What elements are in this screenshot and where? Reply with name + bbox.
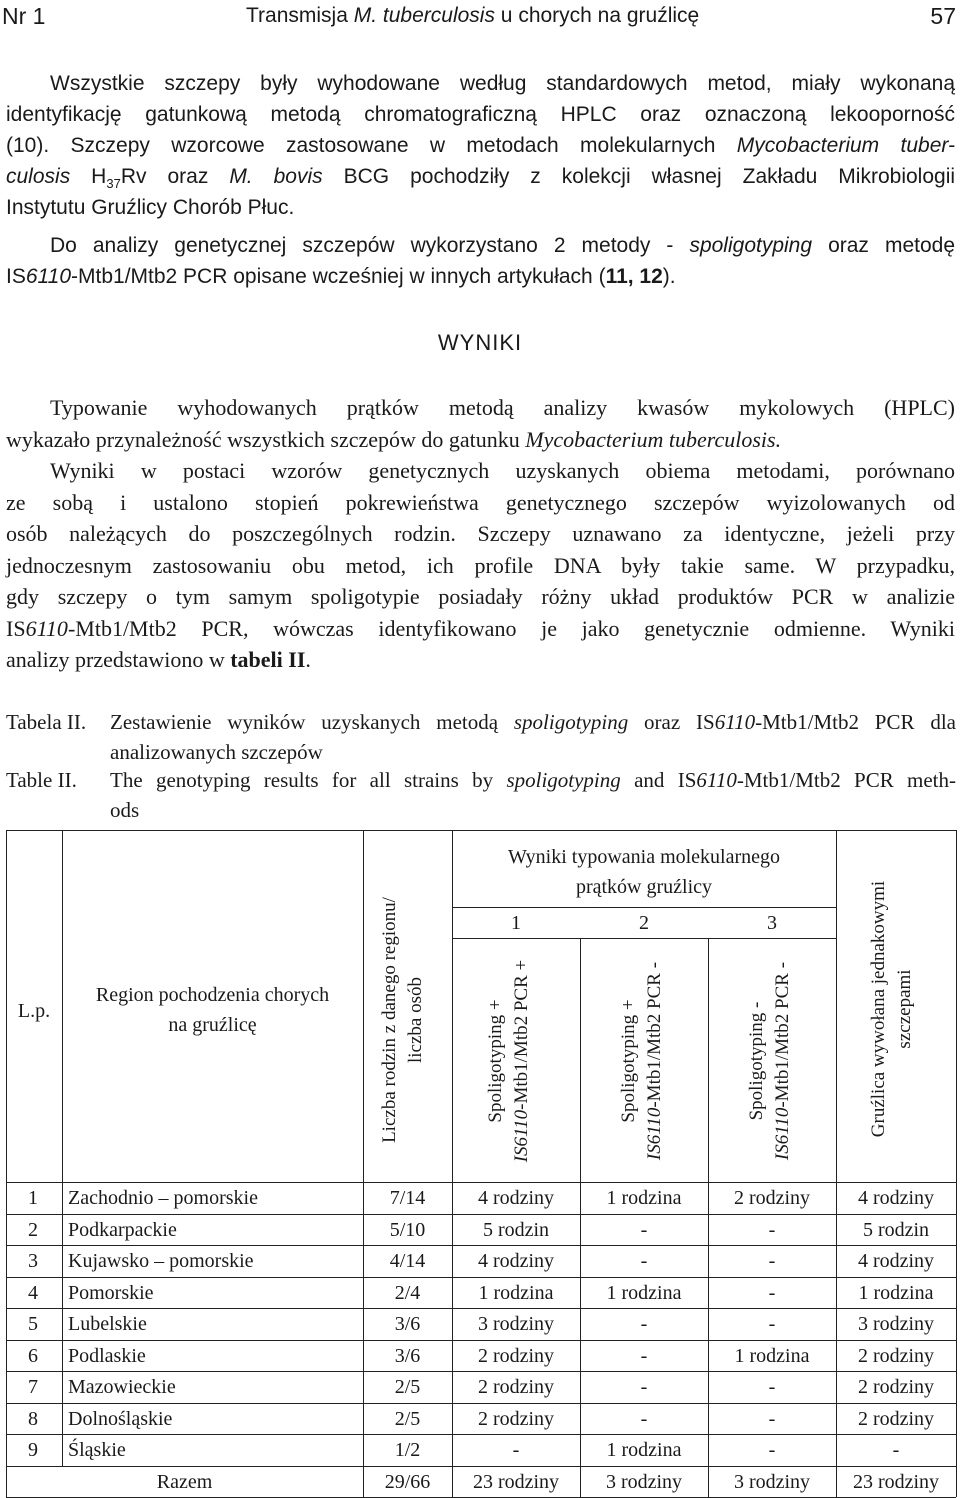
results-paragraph: Typowanie wyhodowanych prątków metodą analizy kwasów mykolowych (HPLC) wykazało przynależność wszystkich szczepów do gatunku Mycobacterium tuberculosis. [6,395,955,452]
cell-families: 4/14 [389,1250,426,1272]
cell-method-3: - [768,1218,776,1241]
cell-method-2: - [640,1376,648,1398]
header-lp: L.p. [17,1000,51,1022]
cell-same-strains: 1 rodzina [858,1281,934,1304]
cell-region: Kujawsko – pomorskie [68,1250,254,1272]
cell-method-3: 1 rodzina [734,1344,810,1367]
cell-method-2: - [640,1407,648,1430]
header-results: Wyniki typowania molekularnego prątków gruźlicy [507,846,781,898]
header-region: Region pochodzenia chorych na gruźlicę [95,984,330,1036]
cell-lp: 8 [28,1407,38,1430]
cell-same-strains: 2 rodziny [857,1376,935,1398]
cell-lp: 6 [28,1344,38,1367]
cell-same-strains: 3 rodziny [857,1313,935,1335]
cell-families: 3/6 [394,1344,421,1367]
header-col3: 3 [767,912,777,934]
cell-families: 3/6 [394,1313,421,1335]
methods-paragraph: Wszystkie szczepy były wyhodowane według standardowych metod, miały wykonaną identyfikację gatunkową metodą chromatograficzną HPLC oraz oznaczoną lekooporność (10). Szczepy wzorcowe zastosowane w metodach molekularnych Mycobacterium tuber- culosis $H_{37}Rv$ oraz M. bovis BCG pochodziły z kolekcji własnej Zakładu Mikrobiologii Instytutu Gruźlicy Chorób Płuc. [6,72,956,219]
cell-same-strains: 5 rodzin [862,1218,930,1241]
cell-method-2: - [640,1313,648,1335]
cell-method-2: - [640,1344,648,1367]
cell-families: 29/66 [384,1470,431,1493]
cell-method-1: - [512,1439,520,1461]
cell-method-3: - [768,1281,776,1304]
total-label: Razem [156,1470,213,1493]
header-col1: 1 [511,912,521,934]
cell-families: 2/5 [394,1407,421,1430]
results-paragraph-2: Wyniki w postaci wzorów genetycznych uzyskanych obiema metodami, porównano ze sobą i ustalono stopień pokrewieństwa genetycznego szczepów wyizolowanych od osób należących do poszczególnych rodzin. Szczepy uznawano za identyczne, jeżeli przy jednoczesnym zastosowaniu obu metod, ich profile DNA były takie same. W przypadku, gdy szczepy o tym samym spoligotypie posiadały różny układ produktów PCR w analizie IS6110-Mtb1/Mtb2 PCR, wówczas identyfikowano je jako genetycznie odmienne. Wyniki analizy przedstawiono w tabeli II. [6,458,955,672]
table-caption-en: The genotyping results for all strains by spoligotyping and IS6110-Mtb1/Mtb2 PCR meth- ods [110,768,956,822]
table-caption-label-en: Table II. [6,768,77,792]
cell-families: 2/4 [394,1281,421,1304]
cell-region: Lubelskie [68,1313,147,1335]
cell-method-1: 4 rodziny [477,1187,555,1209]
cell-method-3: - [768,1439,776,1461]
cell-region: Dolnośląskie [68,1407,173,1430]
header-method-1: Spoligotyping + IS6110-Mtb1/Mtb2 PCR + [485,959,532,1163]
cell-lp: 5 [28,1313,38,1335]
cell-lp: 1 [28,1187,38,1209]
cell-method-3: 2 rodziny [733,1187,811,1209]
page-number: 57 [930,3,956,29]
cell-method-2: 1 rodzina [606,1439,682,1461]
cell-method-2: 3 rodziny [605,1470,683,1493]
cell-method-2: 1 rodzina [606,1281,682,1304]
issue-number: Nr 1 [2,3,46,29]
cell-lp: 4 [28,1281,38,1304]
cell-same-strains: - [892,1439,900,1461]
cell-method-1: 23 rodziny [472,1470,560,1493]
cell-same-strains: 4 rodziny [857,1250,935,1272]
cell-region: Pomorskie [68,1281,154,1304]
cell-same-strains: 2 rodziny [857,1344,935,1367]
cell-region: Podkarpackie [68,1218,177,1241]
cell-method-1: 3 rodziny [477,1313,555,1335]
cell-region: Śląskie [68,1439,126,1461]
cell-families: 1/2 [394,1439,421,1461]
cell-region: Mazowieckie [68,1376,176,1398]
running-title: Transmisja M. tuberculosis u chorych na gruźlicę [246,4,700,27]
header-method-2: Spoligotyping + IS6110-Mtb1/Mtb2 PCR - [618,961,665,1161]
cell-region: Zachodnio – pomorskie [68,1187,258,1209]
cell-method-2: - [640,1250,648,1272]
cell-families: 2/5 [394,1376,421,1398]
cell-families: 7/14 [389,1187,426,1209]
cell-families: 5/10 [389,1218,426,1241]
cell-method-3: - [768,1313,776,1335]
cell-method-3: - [768,1250,776,1272]
header-same-strains: Gruźlica wywołana jednakowymi szczepami [868,880,915,1138]
cell-region: Podlaskie [68,1344,146,1367]
cell-method-3: - [768,1376,776,1398]
cell-lp: 9 [28,1439,38,1461]
cell-method-1: 2 rodziny [477,1344,555,1367]
cell-method-1: 4 rodziny [477,1250,555,1272]
cell-method-2: - [640,1218,648,1241]
cell-method-1: 2 rodziny [477,1407,555,1430]
cell-method-3: 3 rodziny [733,1470,811,1493]
cell-lp: 2 [28,1218,38,1241]
header-col2: 2 [639,912,649,934]
cell-method-1: 1 rodzina [478,1281,554,1304]
cell-same-strains: 23 rodziny [852,1470,940,1493]
cell-lp: 3 [28,1250,38,1272]
cell-same-strains: 2 rodziny [857,1407,935,1430]
cell-method-1: 5 rodzin [482,1218,550,1241]
table-caption-label-pl: Tabela II. [6,710,87,734]
header-method-3: Spoligotyping - IS6110-Mtb1/Mtb2 PCR - [746,961,793,1161]
methods-paragraph-2: Do analizy genetycznej szczepów wykorzystano 2 metody - spoligotyping oraz metodę IS6110-Mtb1/Mtb2 PCR opisane wcześniej w innych artykułach (11, 12). [6,234,955,288]
cell-same-strains: 4 rodziny [857,1187,935,1209]
section-heading: WYNIKI [437,330,523,355]
cell-lp: 7 [28,1376,38,1398]
cell-method-3: - [768,1407,776,1430]
cell-method-2: 1 rodzina [606,1187,682,1209]
table-caption-pl: Zestawienie wyników uzyskanych metodą spoligotyping oraz IS6110-Mtb1/Mtb2 PCR dla analizowanych szczepów [110,710,956,764]
results-table [6,830,956,1498]
cell-method-1: 2 rodziny [477,1376,555,1398]
header-families: Liczba rodzin z danego regionu/ liczba osób [379,897,426,1143]
